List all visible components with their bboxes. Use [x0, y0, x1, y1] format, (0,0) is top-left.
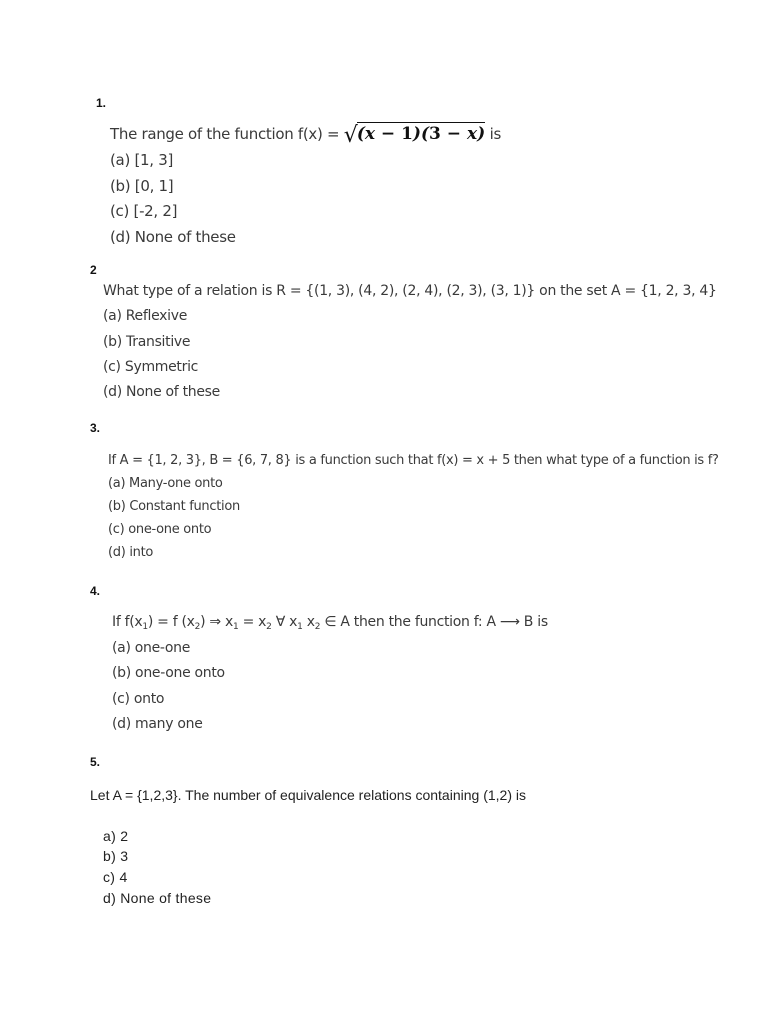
option-c: (c) [-2, 2]	[110, 202, 178, 220]
question-stem: If A = {1, 2, 3}, B = {6, 7, 8} is a function such that f(x) = x + 5 then what type of a function is f?	[108, 453, 719, 468]
option-a: a) 2	[103, 828, 129, 844]
radicand: (x − 1)(3 − x)	[356, 124, 486, 144]
question-stem: If $f(x_1) = f$ $(x_2)$ ⇒ $x_1 = x_2$ ∀ $x_1$ $x_2$ ∈ A then the function f: A ⟶ B is	[112, 614, 548, 632]
option-c: (c) Symmetric	[103, 359, 199, 375]
option-b: b) 3	[103, 848, 129, 864]
square-root-expression	[343, 123, 486, 148]
question-stem: What type of a relation is R = {(1, 3), (4, 2), (2, 4), (2, 3), (3, 1)} on the set A = {1, 2, 3, 4}	[103, 283, 717, 299]
option-b: (b) one-one onto	[112, 665, 225, 681]
option-a: (a) Reflexive	[103, 308, 188, 324]
question-stem	[110, 124, 501, 147]
option-d: (d) many one	[112, 716, 203, 732]
option-d: (d) None of these	[110, 228, 236, 246]
question-number: 5.	[90, 755, 101, 769]
question-number: 2	[90, 263, 97, 277]
question-number: 4.	[90, 584, 101, 598]
option-b: (b) [0, 1]	[110, 177, 174, 195]
option-c: (c) onto	[112, 691, 165, 707]
stem-text: The range of the function f(x) =	[110, 125, 344, 143]
question-number: 3.	[90, 421, 101, 435]
question-number: 1.	[96, 96, 107, 110]
option-b: (b) Constant function	[108, 499, 240, 514]
option-b: (b) Transitive	[103, 334, 191, 350]
option-a: (a) one-one	[112, 640, 191, 656]
option-a: (a) [1, 3]	[110, 151, 173, 169]
option-d: (d) into	[108, 545, 154, 560]
option-d: (d) None of these	[103, 384, 220, 400]
option-c: (c) one-one onto	[108, 522, 212, 537]
option-a: (a) Many-one onto	[108, 476, 223, 491]
option-c: c) 4	[103, 869, 128, 885]
question-stem: Let A = {1,2,3}. The number of equivalence relations containing (1,2) is	[90, 787, 526, 803]
stem-text-end: is	[485, 125, 501, 143]
radical-sign: √	[343, 123, 358, 148]
option-d: d) None of these	[103, 890, 212, 906]
